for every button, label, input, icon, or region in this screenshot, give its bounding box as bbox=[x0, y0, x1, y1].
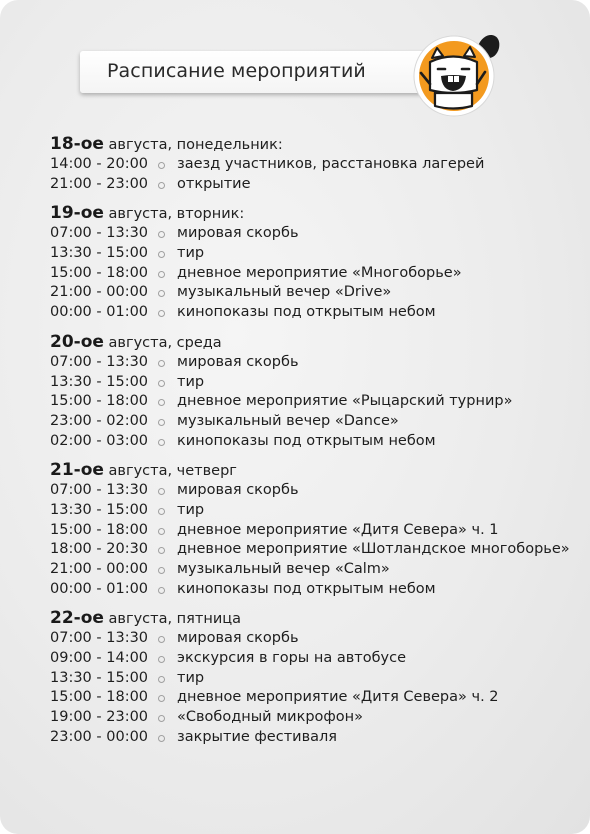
event-time: 13:30 - 15:00 bbox=[50, 501, 149, 518]
circle-bullet-icon bbox=[158, 528, 165, 535]
event-row bbox=[50, 580, 580, 600]
event-title: мировая скорбь bbox=[177, 630, 299, 647]
circle-bullet-icon bbox=[158, 735, 165, 742]
circle-bullet-icon bbox=[158, 715, 165, 722]
event-title: кинопоказы под открытым небом bbox=[177, 304, 436, 321]
circle-bullet-icon bbox=[158, 251, 165, 258]
event-time: 00:00 - 01:00 bbox=[50, 304, 149, 321]
event-time: 21:00 - 23:00 bbox=[50, 175, 149, 192]
day-heading bbox=[50, 459, 580, 481]
day-number: 20-ое bbox=[50, 331, 104, 352]
beaver-mascot-icon bbox=[408, 24, 504, 120]
day-month-weekday: августа, понедельник: bbox=[108, 137, 283, 153]
circle-bullet-icon bbox=[158, 271, 165, 278]
event-time: 21:00 - 00:00 bbox=[50, 284, 149, 301]
day-block bbox=[50, 459, 580, 599]
event-title: тир bbox=[177, 373, 205, 390]
event-row bbox=[50, 560, 580, 580]
page-title: Расписание мероприятий bbox=[107, 60, 366, 82]
event-time: 23:00 - 02:00 bbox=[50, 412, 149, 429]
day-number: 19-ое bbox=[50, 203, 104, 224]
event-title: дневное мероприятие «Многоборье» bbox=[177, 264, 462, 281]
day-block bbox=[50, 607, 580, 747]
event-title: дневное мероприятие «Дитя Севера» ч. 1 bbox=[177, 521, 499, 538]
day-heading bbox=[50, 133, 580, 155]
event-title: заезд участников, расстановка лагерей bbox=[177, 156, 485, 172]
circle-bullet-icon bbox=[158, 587, 165, 594]
circle-bullet-icon bbox=[158, 231, 165, 238]
event-title: мировая скорбь bbox=[177, 482, 299, 499]
event-time: 15:00 - 18:00 bbox=[50, 264, 149, 281]
event-row bbox=[50, 708, 580, 728]
event-row bbox=[50, 629, 580, 649]
event-time: 19:00 - 23:00 bbox=[50, 709, 149, 726]
day-number: 21-ое bbox=[50, 460, 104, 481]
circle-bullet-icon bbox=[158, 380, 165, 387]
event-time: 02:00 - 03:00 bbox=[50, 432, 149, 449]
event-title: «Свободный микрофон» bbox=[177, 709, 364, 726]
event-row bbox=[50, 728, 580, 748]
event-time: 14:00 - 20:00 bbox=[50, 156, 149, 172]
day-block bbox=[50, 202, 580, 322]
event-row bbox=[50, 669, 580, 689]
event-row bbox=[50, 392, 580, 412]
event-row bbox=[50, 540, 580, 560]
circle-bullet-icon bbox=[158, 182, 165, 189]
circle-bullet-icon bbox=[158, 508, 165, 515]
event-title: открытие bbox=[177, 175, 251, 192]
event-title: мировая скорбь bbox=[177, 353, 299, 370]
event-title: музыкальный вечер «Calm» bbox=[177, 561, 390, 577]
event-time: 07:00 - 13:30 bbox=[50, 482, 149, 499]
event-title: дневное мероприятие «Шотландское многоборье» bbox=[177, 541, 570, 558]
day-block bbox=[50, 331, 580, 451]
event-row bbox=[50, 521, 580, 541]
event-title: тир bbox=[177, 501, 205, 518]
day-month-weekday: августа, вторник: bbox=[108, 206, 245, 223]
event-row bbox=[50, 688, 580, 708]
event-title: тир bbox=[177, 245, 205, 262]
event-title: кинопоказы под открытым небом bbox=[177, 432, 436, 449]
event-time: 13:30 - 15:00 bbox=[50, 373, 149, 390]
circle-bullet-icon bbox=[158, 488, 165, 495]
event-row bbox=[50, 244, 580, 264]
event-row bbox=[50, 175, 580, 195]
event-time: 23:00 - 00:00 bbox=[50, 728, 149, 745]
day-number: 22-ое bbox=[50, 608, 104, 629]
event-time: 07:00 - 13:30 bbox=[50, 630, 149, 647]
event-time: 07:00 - 13:30 bbox=[50, 225, 149, 242]
circle-bullet-icon bbox=[158, 567, 165, 574]
event-title: дневное мероприятие «Дитя Севера» ч. 2 bbox=[177, 689, 499, 706]
event-row bbox=[50, 481, 580, 501]
event-title: дневное мероприятие «Рыцарский турнир» bbox=[177, 393, 513, 410]
event-title: музыкальный вечер «Dance» bbox=[177, 412, 399, 429]
event-time: 13:30 - 15:00 bbox=[50, 245, 149, 262]
event-time: 15:00 - 18:00 bbox=[50, 689, 149, 706]
day-month-weekday: августа, четверг bbox=[108, 463, 237, 480]
event-row bbox=[50, 224, 580, 244]
event-row bbox=[50, 501, 580, 521]
day-heading bbox=[50, 202, 580, 224]
event-time: 21:00 - 00:00 bbox=[50, 561, 149, 577]
day-block bbox=[50, 133, 580, 194]
circle-bullet-icon bbox=[158, 656, 165, 663]
circle-bullet-icon bbox=[158, 399, 165, 406]
event-title: экскурсия в горы на автобусе bbox=[177, 650, 407, 667]
event-time: 15:00 - 18:00 bbox=[50, 521, 149, 538]
circle-bullet-icon bbox=[158, 419, 165, 426]
day-month-weekday: августа, среда bbox=[108, 334, 222, 351]
event-time: 09:00 - 14:00 bbox=[50, 650, 149, 667]
circle-bullet-icon bbox=[158, 360, 165, 367]
event-row bbox=[50, 264, 580, 284]
event-title: кинопоказы под открытым небом bbox=[177, 580, 436, 597]
circle-bullet-icon bbox=[158, 636, 165, 643]
event-title: закрытие фестиваля bbox=[177, 728, 337, 745]
event-time: 13:30 - 15:00 bbox=[50, 669, 149, 686]
event-title: музыкальный вечер «Drive» bbox=[177, 284, 392, 301]
circle-bullet-icon bbox=[158, 162, 165, 169]
event-time: 07:00 - 13:30 bbox=[50, 353, 149, 370]
schedule-list bbox=[50, 133, 580, 748]
event-row bbox=[50, 283, 580, 303]
event-row bbox=[50, 373, 580, 393]
event-time: 00:00 - 01:00 bbox=[50, 580, 149, 597]
circle-bullet-icon bbox=[158, 439, 165, 446]
circle-bullet-icon bbox=[158, 547, 165, 554]
event-row bbox=[50, 412, 580, 432]
day-number: 18-ое bbox=[50, 134, 104, 154]
event-time: 15:00 - 18:00 bbox=[50, 393, 149, 410]
day-heading bbox=[50, 331, 580, 353]
event-row bbox=[50, 649, 580, 669]
event-title: тир bbox=[177, 669, 205, 686]
circle-bullet-icon bbox=[158, 310, 165, 317]
title-banner bbox=[80, 51, 450, 93]
day-heading bbox=[50, 607, 580, 629]
event-row bbox=[50, 303, 580, 323]
event-row bbox=[50, 432, 580, 452]
circle-bullet-icon bbox=[158, 695, 165, 702]
event-time: 18:00 - 20:30 bbox=[50, 541, 149, 558]
event-row bbox=[50, 353, 580, 373]
event-row bbox=[50, 155, 580, 175]
circle-bullet-icon bbox=[158, 290, 165, 297]
circle-bullet-icon bbox=[158, 676, 165, 683]
event-title: мировая скорбь bbox=[177, 225, 299, 242]
day-month-weekday: августа, пятница bbox=[108, 611, 241, 628]
